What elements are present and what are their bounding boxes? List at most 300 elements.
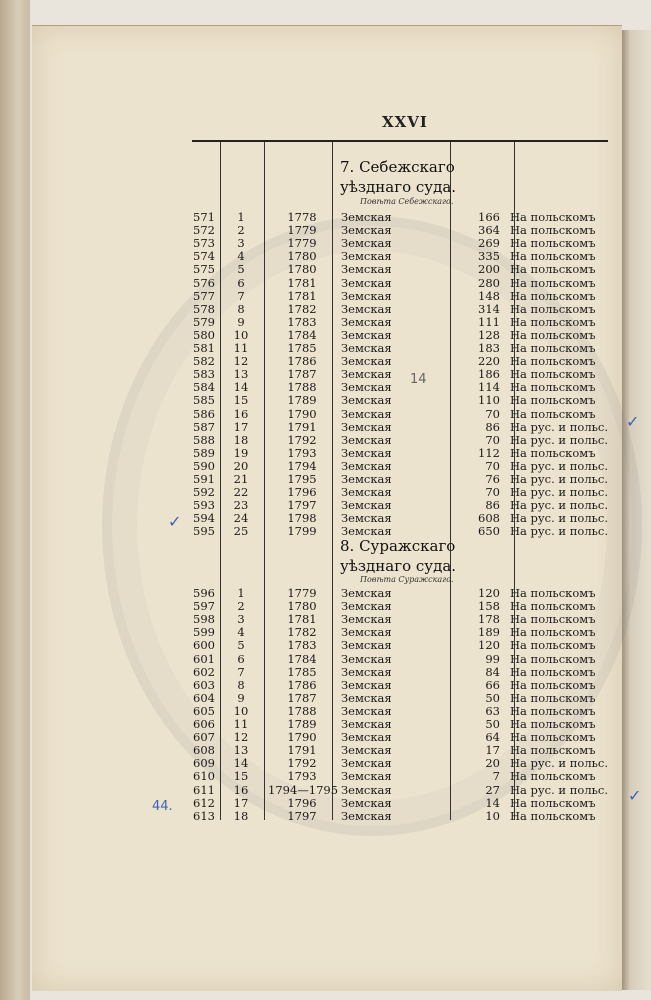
cell-court: Земская xyxy=(341,730,392,745)
cell-note: На польскомъ xyxy=(510,769,596,784)
cell-note: На рус. и польс. xyxy=(510,524,608,539)
table-row xyxy=(0,277,651,290)
section-subtitle: Повѣта Себежскаго. xyxy=(360,197,454,206)
cell-num: 607 xyxy=(193,730,215,745)
cell-pages: 10 xyxy=(485,808,500,823)
cell-court: Земская xyxy=(341,472,392,486)
cell-idx: 3 xyxy=(237,236,245,251)
cell-year: 1781 xyxy=(287,275,317,290)
cell-idx: 8 xyxy=(237,301,245,316)
cell-note: На польскомъ xyxy=(510,327,596,342)
cell-num: 574 xyxy=(193,249,215,264)
cell-num: 591 xyxy=(193,472,215,486)
cell-pages: 64 xyxy=(485,730,500,745)
cell-idx: 19 xyxy=(233,445,249,460)
table-row xyxy=(0,587,651,600)
cell-court: Земская xyxy=(341,393,392,408)
cell-note: На польскомъ xyxy=(510,314,596,329)
cell-pages: 112 xyxy=(478,445,500,460)
cell-num: 580 xyxy=(193,327,215,342)
section-title: уѣзднаго суда. xyxy=(340,557,457,575)
cell-court: Земская xyxy=(341,664,392,679)
cell-num: 585 xyxy=(193,393,215,408)
cell-court: Земская xyxy=(341,703,392,718)
cell-pages: 14 xyxy=(485,795,500,810)
cell-court: Земская xyxy=(341,717,392,731)
cell-idx: 23 xyxy=(233,498,249,513)
table-row xyxy=(0,653,651,666)
cell-idx: 13 xyxy=(233,743,249,758)
cell-note: На польскомъ xyxy=(510,223,596,238)
cell-pages: 148 xyxy=(478,288,500,303)
cell-court: Земская xyxy=(341,511,392,526)
cell-pages: 120 xyxy=(478,638,500,653)
cell-num: 572 xyxy=(193,223,215,238)
cell-num: 592 xyxy=(193,485,215,500)
cell-idx: 4 xyxy=(237,625,245,640)
table-row xyxy=(0,355,651,368)
cell-year: 1796 xyxy=(287,795,317,810)
cell-idx: 21 xyxy=(233,472,249,486)
handwritten-sheet-number: 44. xyxy=(152,799,173,814)
cell-note: На рус. и польс. xyxy=(510,472,608,486)
cell-year: 1788 xyxy=(287,380,317,395)
cell-pages: 86 xyxy=(485,498,500,513)
cell-num: 603 xyxy=(193,677,215,692)
table-row xyxy=(0,718,651,731)
cell-idx: 3 xyxy=(237,612,245,627)
cell-pages: 650 xyxy=(478,524,500,539)
cell-idx: 22 xyxy=(233,485,249,500)
cell-note: На рус. и польс. xyxy=(510,432,608,447)
cell-note: На польскомъ xyxy=(510,625,596,640)
cell-num: 596 xyxy=(193,586,215,600)
cell-note: На польскомъ xyxy=(510,795,596,810)
cell-note: На польскомъ xyxy=(510,288,596,303)
table-row xyxy=(0,394,651,407)
cell-num: 601 xyxy=(193,651,215,666)
cell-idx: 9 xyxy=(237,690,245,705)
cell-idx: 12 xyxy=(233,354,249,369)
cell-num: 582 xyxy=(193,354,215,369)
cell-year: 1795 xyxy=(287,472,317,486)
cell-court: Земская xyxy=(341,586,392,600)
table-row xyxy=(0,692,651,705)
section-subtitle: Повѣта Суражскаго. xyxy=(360,575,454,584)
cell-note: На польскомъ xyxy=(510,677,596,692)
cell-num: 597 xyxy=(193,599,215,614)
cell-pages: 99 xyxy=(485,651,500,666)
cell-year: 1779 xyxy=(287,236,317,251)
cell-pages: 128 xyxy=(478,327,500,342)
cell-pages: 70 xyxy=(485,458,500,473)
cell-num: 602 xyxy=(193,664,215,679)
cell-year: 1784 xyxy=(287,651,317,666)
cell-year: 1797 xyxy=(287,808,317,823)
cell-idx: 10 xyxy=(233,327,249,342)
cell-idx: 24 xyxy=(233,511,249,526)
table-row xyxy=(0,797,651,810)
cell-pages: 189 xyxy=(478,625,500,640)
table-row xyxy=(0,473,651,486)
cell-pages: 120 xyxy=(478,586,500,600)
cell-num: 609 xyxy=(193,756,215,771)
table-row xyxy=(0,250,651,263)
table-row xyxy=(0,224,651,237)
cell-court: Земская xyxy=(341,677,392,692)
cell-idx: 1 xyxy=(237,210,245,224)
cell-pages: 70 xyxy=(485,406,500,421)
cell-court: Земская xyxy=(341,524,392,539)
cell-pages: 27 xyxy=(485,782,500,797)
cell-note: На польскомъ xyxy=(510,651,596,666)
table-row xyxy=(0,381,651,394)
table-row xyxy=(0,421,651,434)
cell-num: 606 xyxy=(193,717,215,731)
table-row xyxy=(0,731,651,744)
cell-note: На польскомъ xyxy=(510,664,596,679)
cell-idx: 5 xyxy=(237,262,245,277)
cell-pages: 110 xyxy=(478,393,500,408)
cell-year: 1781 xyxy=(287,612,317,627)
cell-year: 1793 xyxy=(287,769,317,784)
cell-year: 1788 xyxy=(287,703,317,718)
cell-year: 1786 xyxy=(287,354,317,369)
cell-year: 1799 xyxy=(287,524,317,539)
cell-pages: 20 xyxy=(485,756,500,771)
table-row xyxy=(0,460,651,473)
check-mark-icon: ✓ xyxy=(168,512,182,531)
cell-pages: 50 xyxy=(485,690,500,705)
cell-year: 1786 xyxy=(287,677,317,692)
cell-year: 1785 xyxy=(287,341,317,355)
cell-note: На польскомъ xyxy=(510,730,596,745)
cell-year: 1787 xyxy=(287,367,317,382)
cell-idx: 16 xyxy=(233,782,249,797)
cell-court: Земская xyxy=(341,769,392,784)
cell-idx: 6 xyxy=(237,651,245,666)
cell-court: Земская xyxy=(341,782,392,797)
cell-note: На польскомъ xyxy=(510,249,596,264)
cell-court: Земская xyxy=(341,262,392,277)
cell-num: 594 xyxy=(193,511,215,526)
cell-court: Земская xyxy=(341,808,392,823)
cell-note: На польскомъ xyxy=(510,341,596,355)
cell-num: 571 xyxy=(193,210,215,224)
cell-court: Земская xyxy=(341,432,392,447)
cell-pages: 178 xyxy=(478,612,500,627)
cell-pages: 280 xyxy=(478,275,500,290)
cell-idx: 8 xyxy=(237,677,245,692)
cell-court: Земская xyxy=(341,406,392,421)
cell-idx: 1 xyxy=(237,586,245,600)
cell-idx: 14 xyxy=(233,756,249,771)
cell-year: 1785 xyxy=(287,664,317,679)
table-row xyxy=(0,639,651,652)
cell-year: 1783 xyxy=(287,314,317,329)
cell-year: 1791 xyxy=(287,743,317,758)
cell-num: 578 xyxy=(193,301,215,316)
cell-court: Земская xyxy=(341,249,392,264)
cell-num: 575 xyxy=(193,262,215,277)
table-row xyxy=(0,626,651,639)
cell-idx: 10 xyxy=(233,703,249,718)
cell-year: 1794 xyxy=(287,458,317,473)
cell-num: 598 xyxy=(193,612,215,627)
cell-pages: 608 xyxy=(478,511,500,526)
cell-note: На польскомъ xyxy=(510,808,596,823)
cell-note: На польскомъ xyxy=(510,406,596,421)
cell-idx: 17 xyxy=(233,419,249,434)
cell-court: Земская xyxy=(341,341,392,355)
table-row xyxy=(0,666,651,679)
table-row xyxy=(0,784,651,797)
cell-year: 1779 xyxy=(287,586,317,600)
cell-pages: 76 xyxy=(485,472,500,486)
cell-court: Земская xyxy=(341,795,392,810)
cell-court: Земская xyxy=(341,638,392,653)
cell-num: 579 xyxy=(193,314,215,329)
cell-note: На рус. и польс. xyxy=(510,498,608,513)
cell-pages: 200 xyxy=(478,262,500,277)
cell-note: На польскомъ xyxy=(510,393,596,408)
cell-pages: 7 xyxy=(492,769,500,784)
cell-pages: 66 xyxy=(485,677,500,692)
cell-note: На польскомъ xyxy=(510,301,596,316)
cell-note: На рус. и польс. xyxy=(510,782,608,797)
cell-note: На польскомъ xyxy=(510,703,596,718)
section-title: уѣзднаго суда. xyxy=(340,178,457,196)
cell-pages: 70 xyxy=(485,432,500,447)
cell-note: На польскомъ xyxy=(510,354,596,369)
cell-note: На польскомъ xyxy=(510,367,596,382)
cell-pages: 158 xyxy=(478,599,500,614)
cell-court: Земская xyxy=(341,275,392,290)
cell-note: На польскомъ xyxy=(510,380,596,395)
cell-idx: 5 xyxy=(237,638,245,653)
cell-year: 1794—1795 xyxy=(268,782,339,797)
cell-note: На польскомъ xyxy=(510,210,596,224)
cell-idx: 4 xyxy=(237,249,245,264)
cell-note: На польскомъ xyxy=(510,717,596,731)
cell-idx: 18 xyxy=(233,432,249,447)
cell-pages: 84 xyxy=(485,664,500,679)
cell-note: На рус. и польс. xyxy=(510,419,608,434)
cell-year: 1790 xyxy=(287,406,317,421)
cell-pages: 166 xyxy=(478,210,500,224)
cell-pages: 269 xyxy=(478,236,500,251)
cell-year: 1791 xyxy=(287,419,317,434)
cell-idx: 11 xyxy=(233,341,249,355)
table-row xyxy=(0,499,651,512)
cell-idx: 9 xyxy=(237,314,245,329)
cell-court: Земская xyxy=(341,625,392,640)
cell-note: На польскомъ xyxy=(510,743,596,758)
cell-court: Земская xyxy=(341,236,392,251)
cell-idx: 17 xyxy=(233,795,249,810)
cell-court: Земская xyxy=(341,419,392,434)
cell-year: 1783 xyxy=(287,638,317,653)
cell-court: Земская xyxy=(341,651,392,666)
cell-pages: 63 xyxy=(485,703,500,718)
cell-year: 1780 xyxy=(287,249,317,264)
cell-pages: 114 xyxy=(478,380,500,395)
cell-idx: 12 xyxy=(233,730,249,745)
cell-year: 1797 xyxy=(287,498,317,513)
table-row xyxy=(0,237,651,250)
cell-court: Земская xyxy=(341,380,392,395)
page-number: XXVI xyxy=(382,113,428,131)
cell-year: 1779 xyxy=(287,223,317,238)
cell-num: 611 xyxy=(193,782,215,797)
cell-idx: 25 xyxy=(233,524,249,539)
cell-pages: 364 xyxy=(478,223,500,238)
cell-court: Земская xyxy=(341,485,392,500)
cell-year: 1778 xyxy=(287,210,317,224)
cell-court: Земская xyxy=(341,301,392,316)
cell-idx: 7 xyxy=(237,664,245,679)
cell-idx: 16 xyxy=(233,406,249,421)
cell-year: 1784 xyxy=(287,327,317,342)
cell-year: 1782 xyxy=(287,625,317,640)
cell-note: На рус. и польс. xyxy=(510,511,608,526)
cell-year: 1796 xyxy=(287,485,317,500)
cell-num: 589 xyxy=(193,445,215,460)
check-mark-icon: ✓ xyxy=(626,412,640,431)
cell-court: Земская xyxy=(341,354,392,369)
cell-pages: 111 xyxy=(478,314,500,329)
cell-note: На польскомъ xyxy=(510,275,596,290)
cell-num: 588 xyxy=(193,432,215,447)
table-row xyxy=(0,705,651,718)
table-row xyxy=(0,757,651,770)
cell-idx: 20 xyxy=(233,458,249,473)
table-row xyxy=(0,342,651,355)
cell-num: 608 xyxy=(193,743,215,758)
table-row xyxy=(0,770,651,783)
cell-note: На рус. и польс. xyxy=(510,485,608,500)
cell-pages: 86 xyxy=(485,419,500,434)
cell-idx: 2 xyxy=(237,223,245,238)
cell-note: На рус. и польс. xyxy=(510,756,608,771)
cell-idx: 2 xyxy=(237,599,245,614)
cell-idx: 15 xyxy=(233,393,249,408)
cell-idx: 6 xyxy=(237,275,245,290)
table-row xyxy=(0,744,651,757)
cell-note: На рус. и польс. xyxy=(510,458,608,473)
cell-year: 1782 xyxy=(287,301,317,316)
cell-num: 583 xyxy=(193,367,215,382)
cell-court: Земская xyxy=(341,498,392,513)
cell-num: 612 xyxy=(193,795,215,810)
cell-year: 1790 xyxy=(287,730,317,745)
cell-court: Земская xyxy=(341,288,392,303)
table-row xyxy=(0,613,651,626)
table-row xyxy=(0,512,651,525)
cell-note: На польскомъ xyxy=(510,690,596,705)
cell-court: Земская xyxy=(341,743,392,758)
table-row xyxy=(0,263,651,276)
cell-court: Земская xyxy=(341,367,392,382)
cell-idx: 11 xyxy=(233,717,249,731)
table-row xyxy=(0,447,651,460)
cell-num: 610 xyxy=(193,769,215,784)
cell-note: На польскомъ xyxy=(510,612,596,627)
table-row xyxy=(0,211,651,224)
cell-court: Земская xyxy=(341,599,392,614)
cell-num: 587 xyxy=(193,419,215,434)
cell-num: 604 xyxy=(193,690,215,705)
cell-court: Земская xyxy=(341,223,392,238)
cell-pages: 183 xyxy=(478,341,500,355)
cell-num: 593 xyxy=(193,498,215,513)
cell-court: Земская xyxy=(341,690,392,705)
table-row xyxy=(0,525,651,538)
cell-num: 577 xyxy=(193,288,215,303)
cell-note: На польскомъ xyxy=(510,586,596,600)
pencil-note: 14 xyxy=(410,372,427,387)
cell-num: 584 xyxy=(193,380,215,395)
section-title: 8. Суражскаго xyxy=(340,537,456,555)
cell-num: 605 xyxy=(193,703,215,718)
cell-year: 1789 xyxy=(287,393,317,408)
cell-year: 1787 xyxy=(287,690,317,705)
cell-idx: 7 xyxy=(237,288,245,303)
cell-pages: 70 xyxy=(485,485,500,500)
cell-court: Земская xyxy=(341,210,392,224)
cell-year: 1792 xyxy=(287,756,317,771)
cell-year: 1780 xyxy=(287,262,317,277)
cell-pages: 314 xyxy=(478,301,500,316)
cell-num: 581 xyxy=(193,341,215,355)
cell-court: Земская xyxy=(341,756,392,771)
table-row xyxy=(0,434,651,447)
cell-num: 595 xyxy=(193,524,215,539)
cell-note: На польскомъ xyxy=(510,638,596,653)
cell-idx: 15 xyxy=(233,769,249,784)
cell-num: 576 xyxy=(193,275,215,290)
cell-note: На польскомъ xyxy=(510,445,596,460)
cell-pages: 50 xyxy=(485,717,500,731)
check-mark-icon: ✓ xyxy=(628,786,642,805)
table-row xyxy=(0,290,651,303)
cell-court: Земская xyxy=(341,445,392,460)
cell-num: 599 xyxy=(193,625,215,640)
table-row xyxy=(0,408,651,421)
cell-court: Земская xyxy=(341,458,392,473)
table-row xyxy=(0,679,651,692)
section-title: 7. Себежскаго xyxy=(340,158,455,176)
table-row xyxy=(0,329,651,342)
cell-year: 1781 xyxy=(287,288,317,303)
cell-pages: 220 xyxy=(478,354,500,369)
cell-idx: 14 xyxy=(233,380,249,395)
cell-num: 600 xyxy=(193,638,215,653)
cell-pages: 17 xyxy=(485,743,500,758)
cell-year: 1798 xyxy=(287,511,317,526)
cell-note: На польскомъ xyxy=(510,262,596,277)
cell-num: 573 xyxy=(193,236,215,251)
cell-num: 586 xyxy=(193,406,215,421)
table-row xyxy=(0,368,651,381)
table-row xyxy=(0,486,651,499)
cell-num: 590 xyxy=(193,458,215,473)
table-row xyxy=(0,600,651,613)
cell-year: 1780 xyxy=(287,599,317,614)
cell-idx: 13 xyxy=(233,367,249,382)
cell-year: 1793 xyxy=(287,445,317,460)
table-row xyxy=(0,316,651,329)
